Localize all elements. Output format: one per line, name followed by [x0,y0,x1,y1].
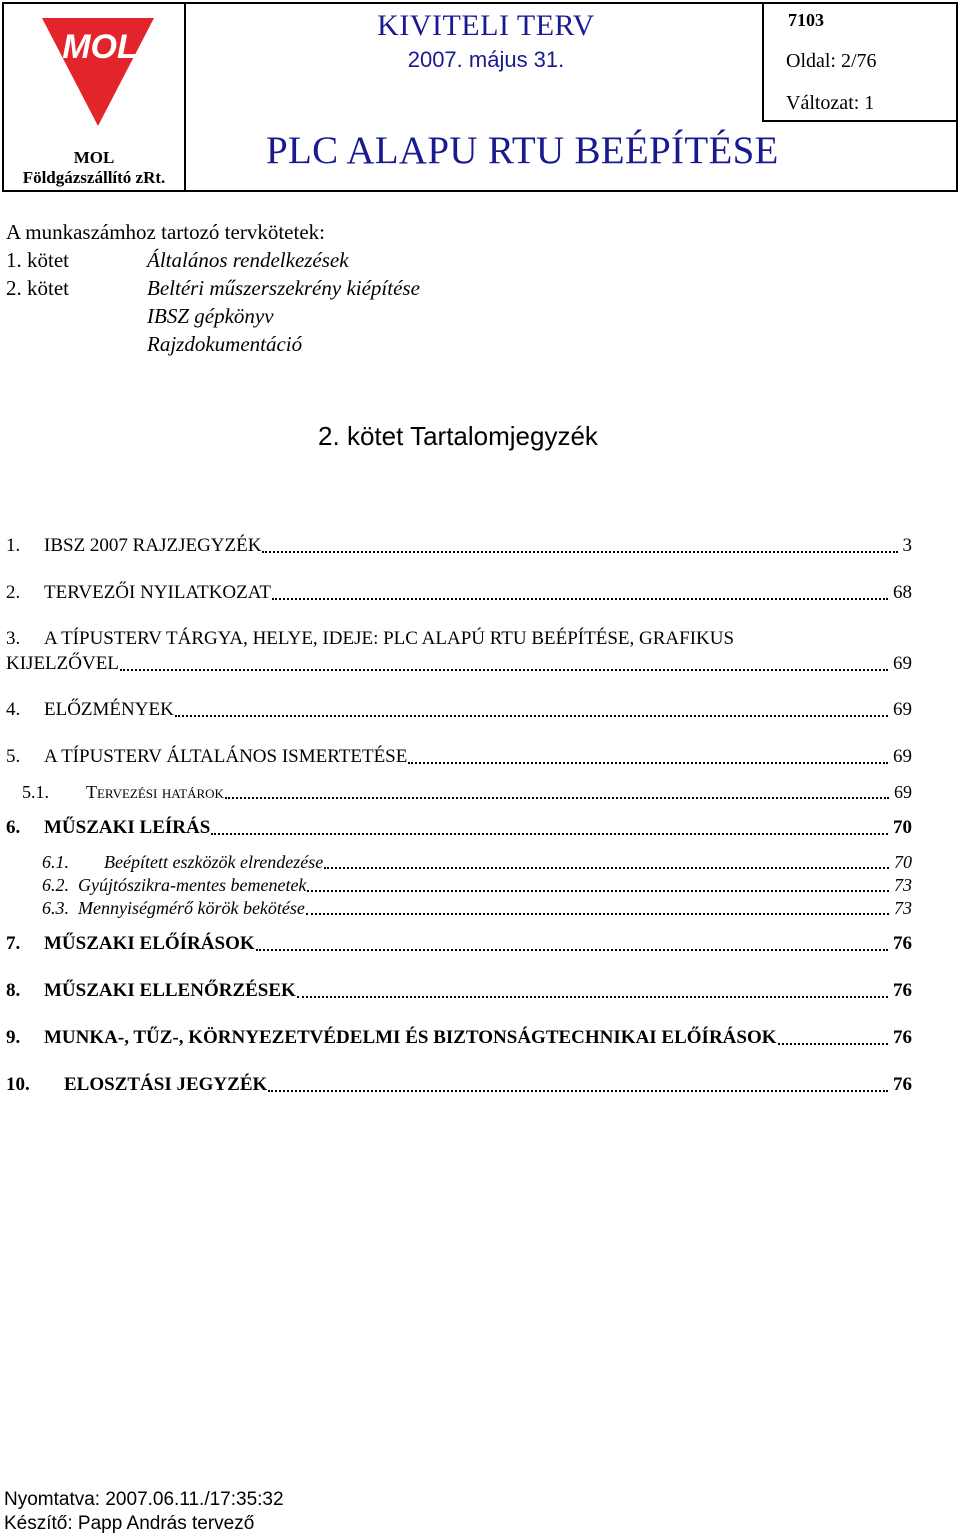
toc-entry-page: 76 [893,933,912,954]
toc-leader-dots [262,549,897,553]
volume-list [6,218,420,358]
author-line: Készítő: Papp András tervező [4,1513,255,1534]
toc-leader-dots [120,667,888,671]
toc-entry-page: 76 [893,1074,912,1095]
toc-entry-text: MŰSZAKI ELLENŐRZÉSEK [44,980,296,1001]
company-line-2: Földgázszállító zRt. [22,168,166,187]
toc-leader-dots [306,911,889,915]
document-type: KIVITELI TERV [377,9,595,42]
toc-entry-page: 69 [893,746,912,767]
toc-leader-dots [324,865,889,869]
toc-entry-number: 1. [6,535,21,556]
document-meta [762,4,958,122]
toc-entry[interactable] [6,979,912,1003]
toc-subentry[interactable] [6,850,912,874]
toc-entry-page: 69 [893,653,912,674]
toc-subentry[interactable] [6,780,912,804]
toc-entry-text: A TÍPUSTERV TÁRGYA, HELYE, IDEJE: PLC ALAPÚ RTU BEÉPÍTÉSE, GRAFIKUS [44,628,735,649]
toc-leader-dots [225,795,889,799]
volume-title: Általános rendelkezések [147,248,349,272]
toc-entry[interactable] [6,698,912,722]
document-code: 7103 [788,10,824,30]
toc-leader-dots [211,831,888,835]
toc-entry[interactable] [6,745,912,769]
toc-entry-number: 5.1. [22,782,49,802]
logo-cell [4,4,186,190]
toc-subentry[interactable] [6,896,912,920]
volume-number: 2. kötet [6,276,69,300]
toc-entry-page: 68 [893,582,912,603]
toc-entry-page: 69 [894,782,912,802]
toc-entry-page: 70 [893,817,912,838]
toc-entry-number: 7. [6,933,21,954]
toc-leader-dots [778,1041,888,1045]
toc-entry-number: 9. [6,1027,21,1048]
toc-entry-number: 2. [6,582,21,603]
toc-entry-text: A TÍPUSTERV ÁLTALÁNOS ISMERTETÉSE [44,746,408,767]
toc-entry-text: MUNKA-, TŰZ-, KÖRNYEZETVÉDELMI ÉS BIZTONSÁGTECHNIKAI ELŐÍRÁSOK [44,1027,777,1048]
volume-row [6,302,325,330]
toc-entry-page: 70 [894,852,912,872]
toc-leader-dots [297,994,888,998]
toc-entry-number: 6.2. [42,875,69,895]
toc-entry-text: Mennyiségmérő körök bekötése [78,898,305,918]
document-title: PLC ALAPU RTU BEÉPÍTÉSE [266,129,779,172]
toc-entry-text: MŰSZAKI LEÍRÁS [44,817,211,838]
toc-entry-page: 73 [894,898,912,918]
toc-entry[interactable] [6,534,912,558]
toc-entry-number: 6.3. [42,898,69,918]
toc-entry-number: 10. [6,1074,30,1095]
volume-list-heading: A munkaszámhoz tartozó tervkötetek: [6,220,325,244]
toc-entry[interactable] [6,581,912,605]
volume-row [6,330,325,358]
toc-entry-text: IBSZ 2007 RAJZJEGYZÉK [44,535,262,556]
mol-logo-icon [42,18,154,126]
toc-entry-number: 6. [6,817,21,838]
toc-entry-text: ELŐZMÉNYEK [44,699,174,720]
toc-entry[interactable] [6,1026,912,1050]
toc-entry-text: MŰSZAKI ELŐÍRÁSOK [44,933,255,954]
toc-entry[interactable] [6,652,912,676]
toc-entry[interactable] [6,816,912,840]
volume-title: IBSZ gépkönyv [147,304,274,328]
toc-leader-dots [268,1088,888,1092]
toc-entry-page: 3 [902,535,912,556]
toc-entry-text: TERVEZŐI NYILATKOZAT [44,582,271,603]
toc-entry-text: Beépített eszközök elrendezése [104,852,324,872]
toc-entry-number: 4. [6,699,21,720]
print-timestamp: Nyomtatva: 2007.06.11./17:35:32 [4,1489,284,1510]
toc-leader-dots [408,760,888,764]
toc-entry-page: 69 [893,699,912,720]
toc-title: 2. kötet Tartalomjegyzék [318,421,598,451]
toc-entry-page: 76 [893,1027,912,1048]
toc-entry-text: ELOSZTÁSI JEGYZÉK [64,1074,268,1095]
volume-title: Rajzdokumentáció [147,332,303,356]
document-header [2,2,958,192]
toc-entry-number: 5. [6,746,21,767]
toc-leader-dots [307,888,889,892]
document-date: 2007. május 31. [407,47,565,72]
page-number: Oldal: 2/76 [786,50,877,72]
document-version: Változat: 1 [786,92,875,114]
toc-entry-number: 8. [6,980,21,1001]
toc-entry-text-continued: KIJELZŐVEL [6,653,119,674]
toc-entry-number: 6.1. [42,852,69,872]
company-name [4,148,184,188]
toc-entry[interactable] [6,932,912,956]
company-line-1: MOL [73,148,115,167]
toc-subentry[interactable] [6,873,912,897]
toc-entry-line-1[interactable] [6,627,912,651]
volume-row [6,274,420,302]
page-footer [4,1488,284,1536]
toc-entry-text: Tervezési határok [86,782,224,802]
toc-entry-text: Gyújtószikra-mentes bemenetek [78,875,307,895]
toc-leader-dots [272,596,888,600]
logo-text: MOL [62,28,138,66]
volume-title: Beltéri műszerszekrény kiépítése [147,276,420,300]
toc-entry-number: 3. [6,628,21,649]
toc-leader-dots [256,947,888,951]
header-title-area [186,4,779,190]
volume-number: 1. kötet [6,248,69,272]
toc-entry-page: 76 [893,980,912,1001]
toc-entry[interactable] [6,1073,912,1097]
toc-entry-page: 73 [894,875,912,895]
volume-row [6,246,349,274]
toc-leader-dots [175,713,888,717]
